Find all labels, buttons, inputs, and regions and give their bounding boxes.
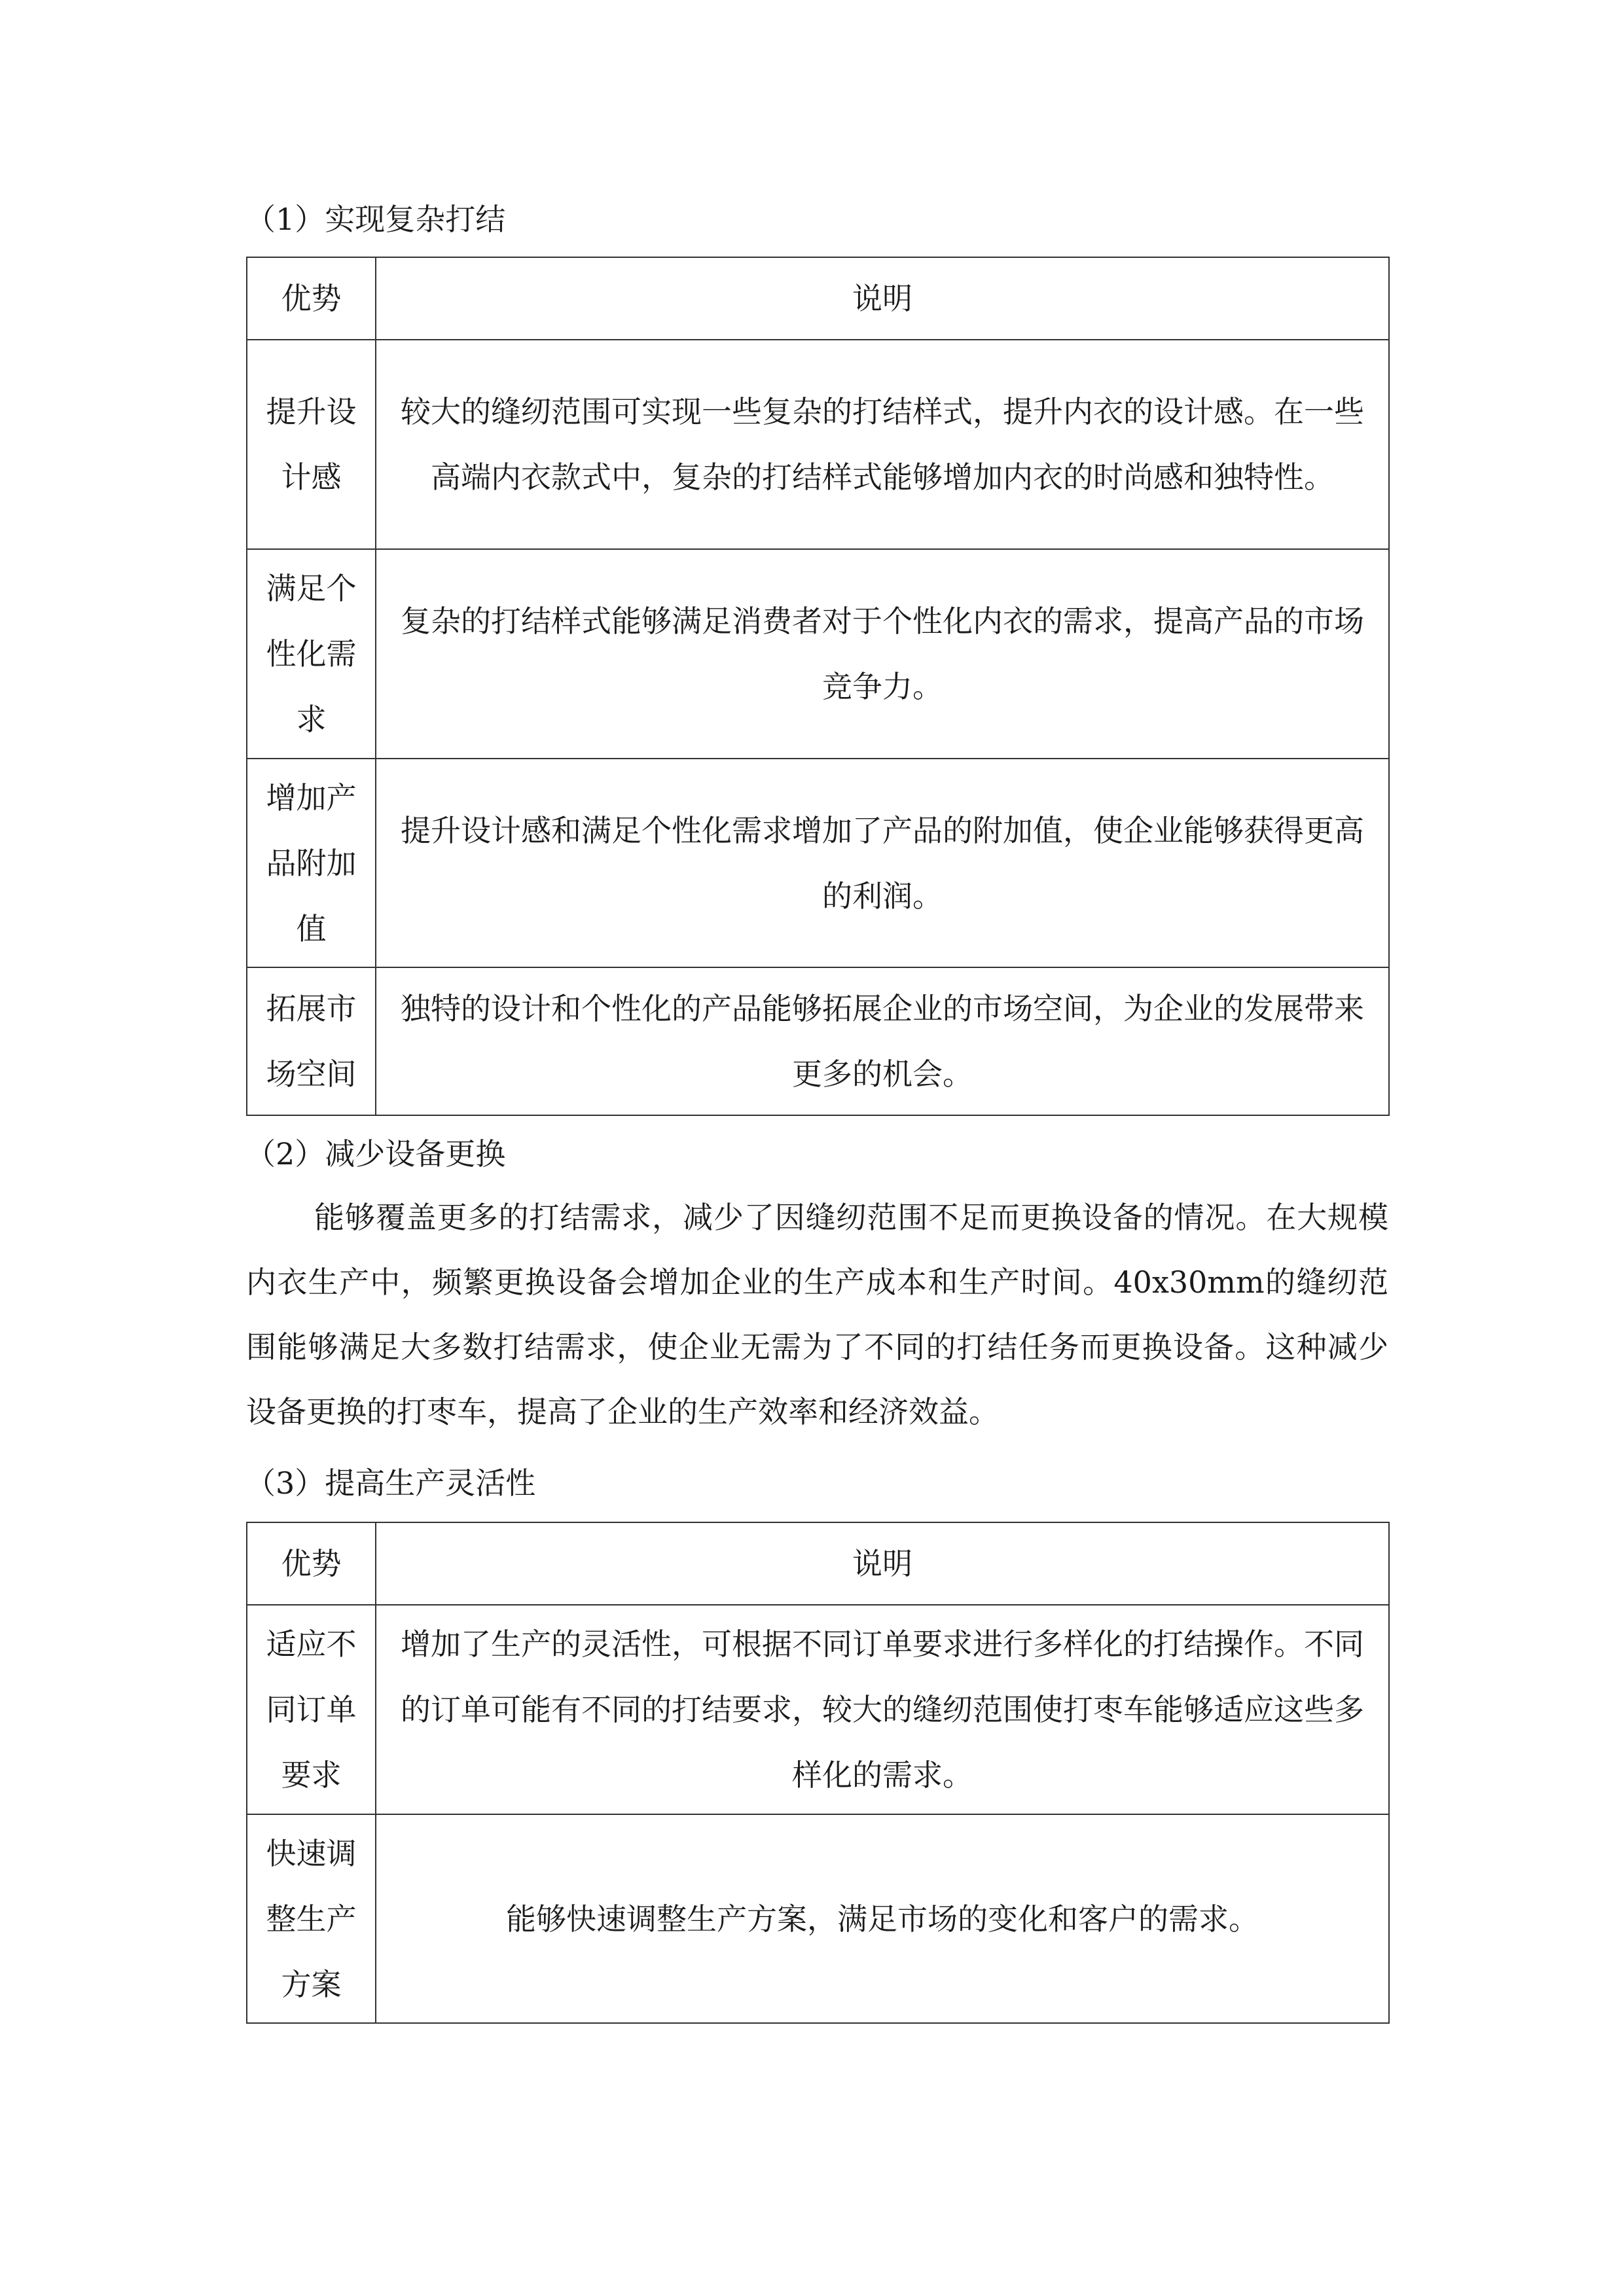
advantage-description: 较大的缝纫范围可实现一些复杂的打结样式，提升内衣的设计感。在一些高端内衣款式中，复杂的打结样式能够增加内衣的时尚感和独特性。 (376, 340, 1389, 549)
table-header-row (247, 257, 1389, 340)
advantage-description: 能够快速调整生产方案，满足市场的变化和客户的需求。 (376, 1814, 1389, 2023)
section-2-heading: （2）减少设备更换 (245, 1136, 506, 1172)
table-row (247, 1814, 1389, 2023)
advantage-label: 满足个性化需求 (247, 549, 376, 759)
advantage-label: 拓展市场空间 (247, 967, 376, 1115)
section-3-heading: （3）提高生产灵活性 (245, 1465, 536, 1501)
advantages-table-2 (246, 1522, 1390, 2024)
column-header-description: 说明 (376, 257, 1389, 340)
advantage-label: 适应不同订单要求 (247, 1605, 376, 1814)
advantage-description: 提升设计感和满足个性化需求增加了产品的附加值，使企业能够获得更高的利润。 (376, 759, 1389, 967)
table-row (247, 759, 1389, 967)
table-row (247, 967, 1389, 1115)
column-header-advantage: 优势 (247, 257, 376, 340)
table-row (247, 340, 1389, 549)
advantage-description: 独特的设计和个性化的产品能够拓展企业的市场空间，为企业的发展带来更多的机会。 (376, 967, 1389, 1115)
advantage-label: 快速调整生产方案 (247, 1814, 376, 2023)
table-row (247, 549, 1389, 759)
advantage-description: 复杂的打结样式能够满足消费者对于个性化内衣的需求，提高产品的市场竞争力。 (376, 549, 1389, 759)
column-header-description: 说明 (376, 1522, 1389, 1605)
advantage-description: 增加了生产的灵活性，可根据不同订单要求进行多样化的打结操作。不同的订单可能有不同的打结要求，较大的缝纫范围使打枣车能够适应这些多样化的需求。 (376, 1605, 1389, 1814)
section-1-heading: （1）实现复杂打结 (245, 202, 506, 237)
advantages-table-1 (246, 257, 1390, 1116)
advantage-label: 增加产品附加值 (247, 759, 376, 967)
table-row (247, 1605, 1389, 1814)
column-header-advantage: 优势 (247, 1522, 376, 1605)
advantage-label: 提升设计感 (247, 340, 376, 549)
section-2-paragraph: 能够覆盖更多的打结需求，减少了因缝纫范围不足而更换设备的情况。在大规模内衣生产中，频繁更换设备会增加企业的生产成本和生产时间。40x30mm的缝纫范围能够满足大多数打结需求，使企业无需为了不同的打结任务而更换设备。这种减少设备更换的打枣车，提高了企业的生产效率和经济效益。 (246, 1200, 1388, 1429)
table-header-row (247, 1522, 1389, 1605)
